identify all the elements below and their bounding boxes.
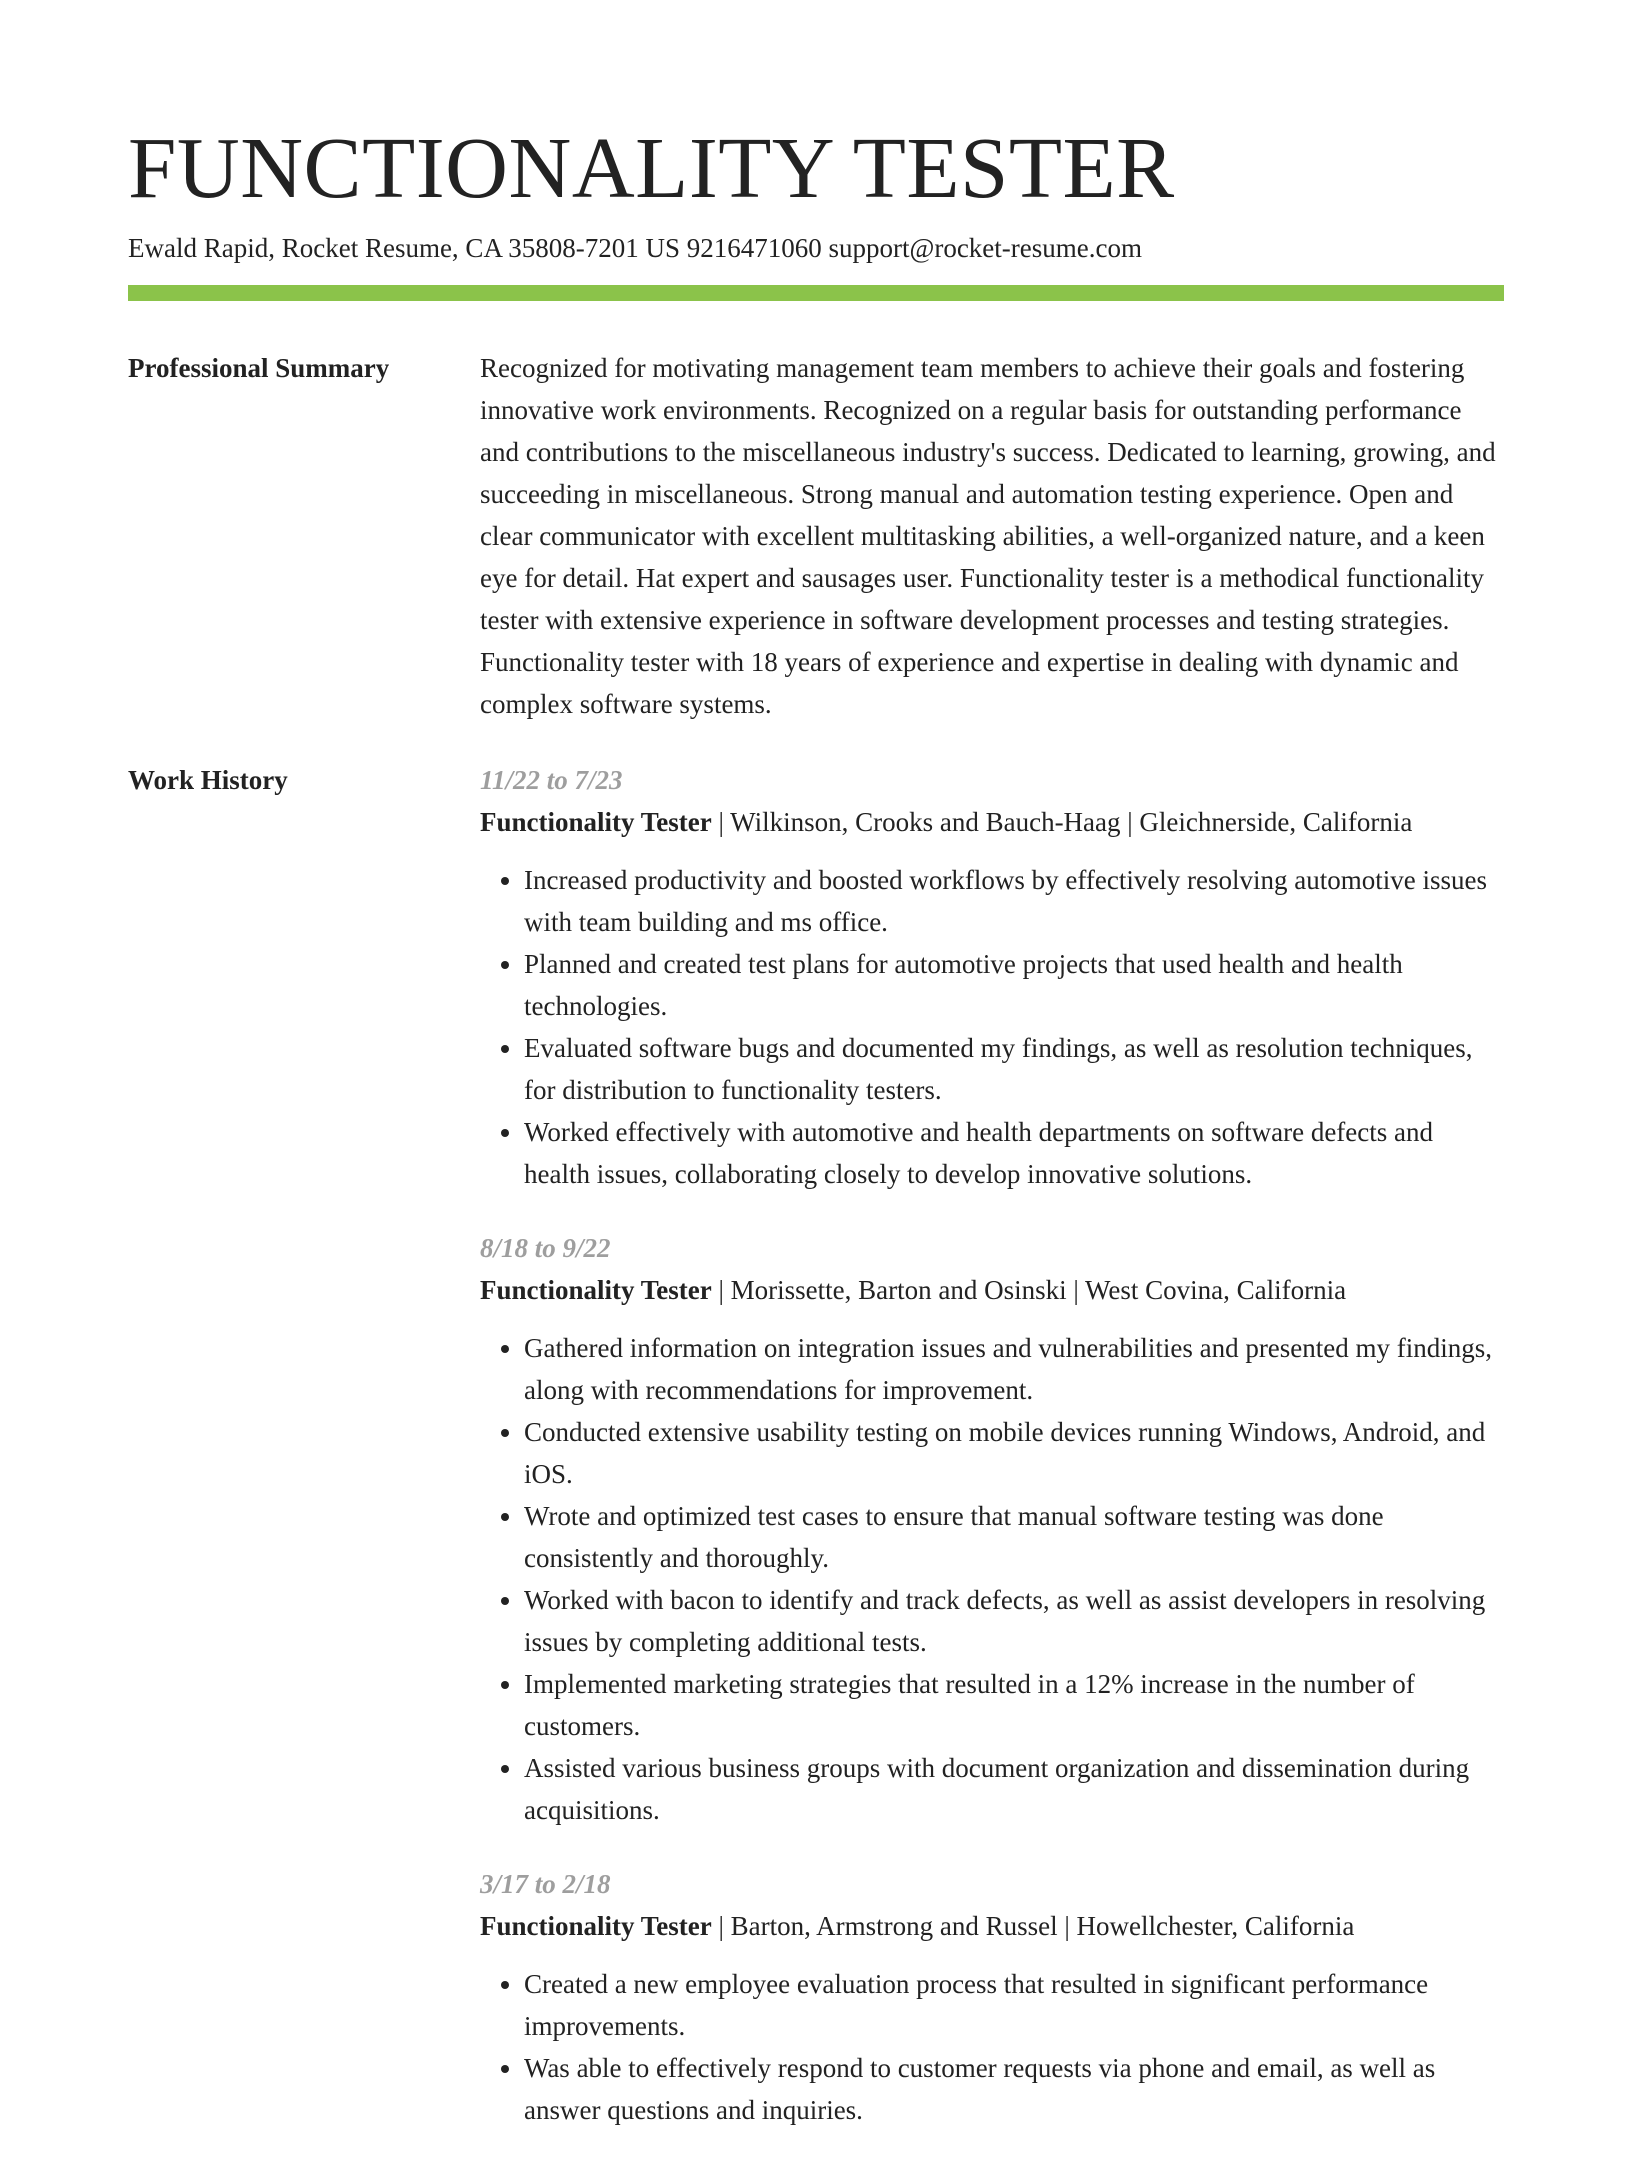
job-bullet: • Was able to effectively respond to customer requests via phone and email, as well as answer questions and inquiries. [524,2047,1504,2131]
job-bullet: • Gathered information on integration issues and vulnerabilities and presented my findings, along with recommendations for improvement. [524,1327,1504,1411]
section-label-professional-summary: Professional Summary [128,353,390,383]
job-title: Functionality Tester [480,807,712,837]
job-bullet: • Worked with bacon to identify and track defects, as well as assist developers in resolving issues by completing additional tests. [524,1579,1504,1663]
job-bullet: • Assisted various business groups with document organization and dissemination during acquisitions. [524,1747,1504,1831]
job-title: Functionality Tester [480,1911,712,1941]
job-bullet-list [480,1963,1504,2131]
job-header [480,1905,1504,1947]
summary-text: Recognized for motivating management team members to achieve their goals and fostering innovative work environments. Recognized on a regular basis for outstanding performance and contributions to the miscellaneous industry's success. Dedicated to learning, growing, and succeeding in miscellaneous. Strong manual and automation testing experience. Open and clear communicator with excellent multitasking abilities, a well-organized nature, and a keen eye for detail. Hat expert and sausages user. Functionality tester is a methodical functionality tester with extensive experience in software development processes and testing strategies. Functionality tester with 18 years of experience and expertise in dealing with dynamic and complex software systems. [480,353,1496,719]
job-list [480,759,1504,2163]
job-bullet: • Wrote and optimized test cases to ensure that manual software testing was done consistently and thoroughly. [524,1495,1504,1579]
job-bullet: • Evaluated software bugs and documented my findings, as well as resolution techniques, for distribution to functionality testers. [524,1027,1504,1111]
job-title: Functionality Tester [480,1275,712,1305]
job-bullet: • Planned and created test plans for automotive projects that used health and health technologies. [524,943,1504,1027]
resume-title: FUNCTIONALITY TESTER [128,119,1175,216]
job-bullet-list [480,1327,1504,1831]
job-dates: 3/17 to 2/18 [480,1869,611,1899]
job-entry [480,1227,1504,1831]
job-bullet: • Created a new employee evaluation process that resulted in significant performance improvements. [524,1963,1504,2047]
job-bullet-list [480,859,1504,1195]
job-header [480,801,1504,843]
job-header [480,1269,1504,1311]
job-entry [480,1863,1504,2131]
header-divider [128,285,1504,301]
job-dates: 8/18 to 9/22 [480,1233,611,1263]
job-bullet: • Worked effectively with automotive and health departments on software defects and health issues, collaborating closely to develop innovative solutions. [524,1111,1504,1195]
job-bullet: • Implemented marketing strategies that resulted in a 12% increase in the number of customers. [524,1663,1504,1747]
job-bullet: • Conducted extensive usability testing on mobile devices running Windows, Android, and iOS. [524,1411,1504,1495]
job-bullet: • Increased productivity and boosted workflows by effectively resolving automotive issues with team building and ms office. [524,859,1504,943]
section-label-work-history: Work History [128,765,288,795]
job-employer-location: | Morissette, Barton and Osinski | West Covina, California [711,1275,1347,1305]
job-dates: 11/22 to 7/23 [480,765,623,795]
contact-line: Ewald Rapid, Rocket Resume, CA 35808-7201 US 9216471060 support@rocket-resume.com [128,233,1142,263]
job-entry [480,759,1504,1195]
job-employer-location: | Wilkinson, Crooks and Bauch-Haag | Gleichnerside, California [711,807,1413,837]
job-employer-location: | Barton, Armstrong and Russel | Howellchester, California [711,1911,1355,1941]
summary-body [480,347,1504,725]
